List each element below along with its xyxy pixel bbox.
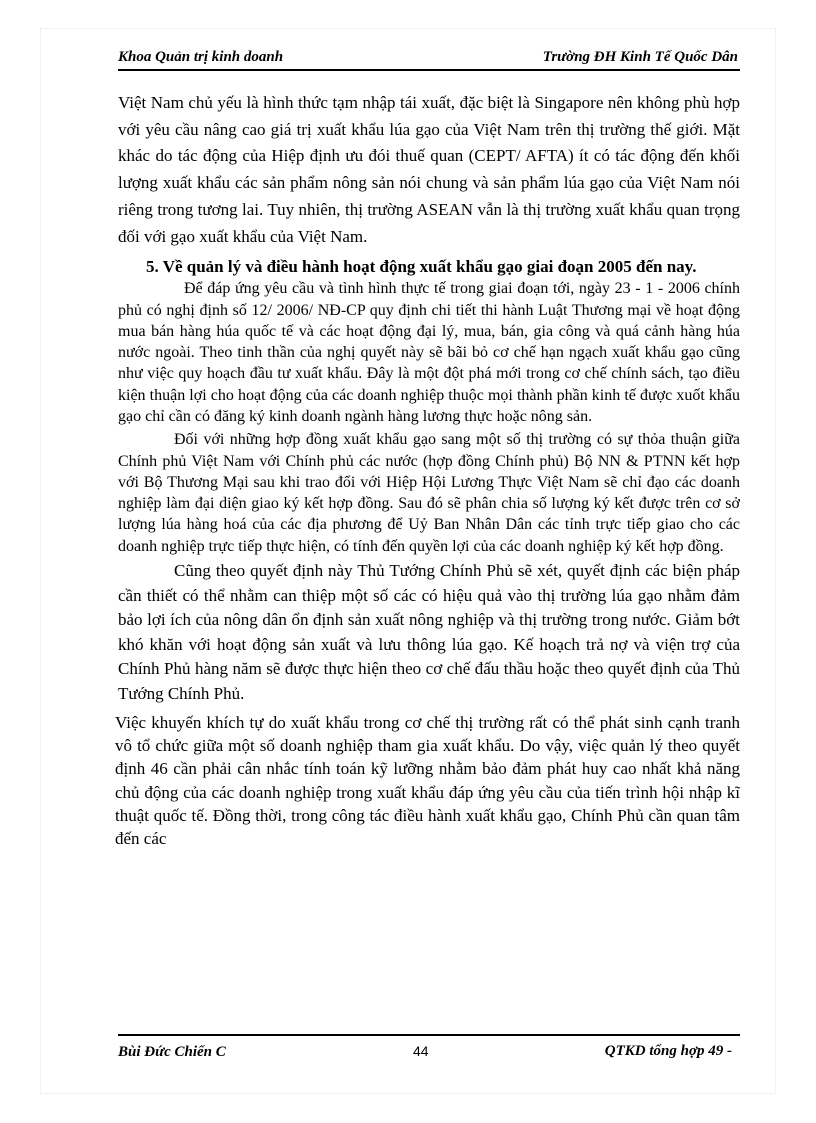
page-footer [118,1034,740,1086]
footer-author: Bùi Đức Chiến C [118,1044,226,1060]
paragraph-government-contracts: Đối với những hợp đồng xuất khẩu gạo sang một số thị trường có sự thỏa thuận giữa Chính phủ Việt Nam với Chính phủ các nước (hợp đồng Chính phủ) Bộ NN & PTNN kết hợp với Bộ Thương Mại sau khi trao đổi với Hiệp Hội Lương Thực Việt Nam sẽ chỉ đạo các doanh nghiệp làm đại diện giao ký kết hợp đồng. Sau đó sẽ phân chia số lượng ký kết được trên cơ sở lượng lúa hàng hoá của các địa phương để Uỷ Ban Nhân Dân các tỉnh trực tiếp giao cho các doanh nghiệp trực tiếp thực hiện, có tính đến quyền lợi của các doanh nghiệp ký kết hợp đồng. [118,431,740,555]
paragraph-decree: Để đáp ứng yêu cầu và tình hình thực tế trong giai đoạn tới, ngày 23 - 1 - 2006 chính phủ có nghị định số 12/ 2006/ NĐ-CP quy định chi tiết thi hành Luật Thương mại về hoạt động mua bán hàng húa quốc tế và các hoạt động đại lý, mua, bán, gia công và quá cảnh hàng húa nước ngoài. Theo tinh thần của nghị quyết này sẽ bãi bỏ cơ chế hạn ngạch xuất khẩu gạo cũng như việc quy hoạch đầu tư xuất khẩu. Đây là một đột phá mới trong cơ chế chính sách, tạo điều kiện thuận lợi cho hoạt động của các doanh nghiệp thuộc mọi thành phần kinh tế được xuốt khẩu gạo chỉ cần có đăng ký kinh doanh ngành hàng lương thực hoặc nông sản. [118,280,740,425]
paragraph-prime-minister: Cũng theo quyết định này Thủ Tướng Chính Phủ sẽ xét, quyết định các biện pháp cần thiết có thể nhằm can thiệp một số các có hiệu quả vào thị trường lúa gạo nhằm đảm bảo lợi ích của nông dân ổn định sản xuất nông nghiệp và thị trường trong nước. Giảm bớt khó khăn với hoạt động sản xuất và lưu thông lúa gạo. Kế hoạch trả nợ và viện trợ của Chính Phủ hàng năm sẽ được thực hiện theo cơ chế đấu thầu hoặc theo quyết định của Thủ Tướng Chính Phủ. [118,561,740,703]
footer-class: QTKD tổng hợp 49 - [604,1043,732,1059]
paragraph-asean-market: Việt Nam chủ yếu là hình thức tạm nhập tái xuất, đặc biệt là Singapore nên không phù hợp với yêu cầu nâng cao giá trị xuất khẩu lúa gạo của Việt Nam trên thị trường thế giới. Mặt khác do tác động của Hiệp định ưu đói thuế quan (CEPT/ AFTA) ít có tác động đến khối lượng xuất khẩu các sản phẩm nông sản nói chung và sản phẩm lúa gạo của Việt Nam nói riêng trong tương lai. Tuy nhiên, thị trường ASEAN vẫn là thị trường xuất khẩu quan trọng đối với gạo xuất khẩu của Việt Nam. [118,93,740,246]
header-faculty: Khoa Quản trị kinh doanh [118,49,284,65]
document-body [115,90,740,850]
section-heading: 5. Về quản lý và điều hành hoạt động xuất khẩu gạo giai đoạn 2005 đến nay. [146,257,697,277]
paragraph-export-encouragement: Việc khuyến khích tự do xuất khẩu trong cơ chế thị trường rất có thể phát sinh cạnh tranh vô tổ chức giữa một số doanh nghiệp tham gia xuất khẩu. Do vậy, việc quản lý theo quyết định 46 cần phải cân nhắc tính toán kỹ lưỡng nhằm bảo đảm phát huy cao nhất khả năng chủ động của các doanh nghiệp trong xuất khẩu đáp ứng yêu cầu của tiến trình hội nhập kĩ thuật quốc tế. Đồng thời, trong công tác điều hành xuất khẩu gạo, Chính Phủ cần quan tâm đến các [115,713,740,849]
page-number: 44 [413,1043,429,1059]
header-university: Trường ĐH Kinh Tế Quốc Dân [542,49,738,65]
page-header [118,47,740,71]
